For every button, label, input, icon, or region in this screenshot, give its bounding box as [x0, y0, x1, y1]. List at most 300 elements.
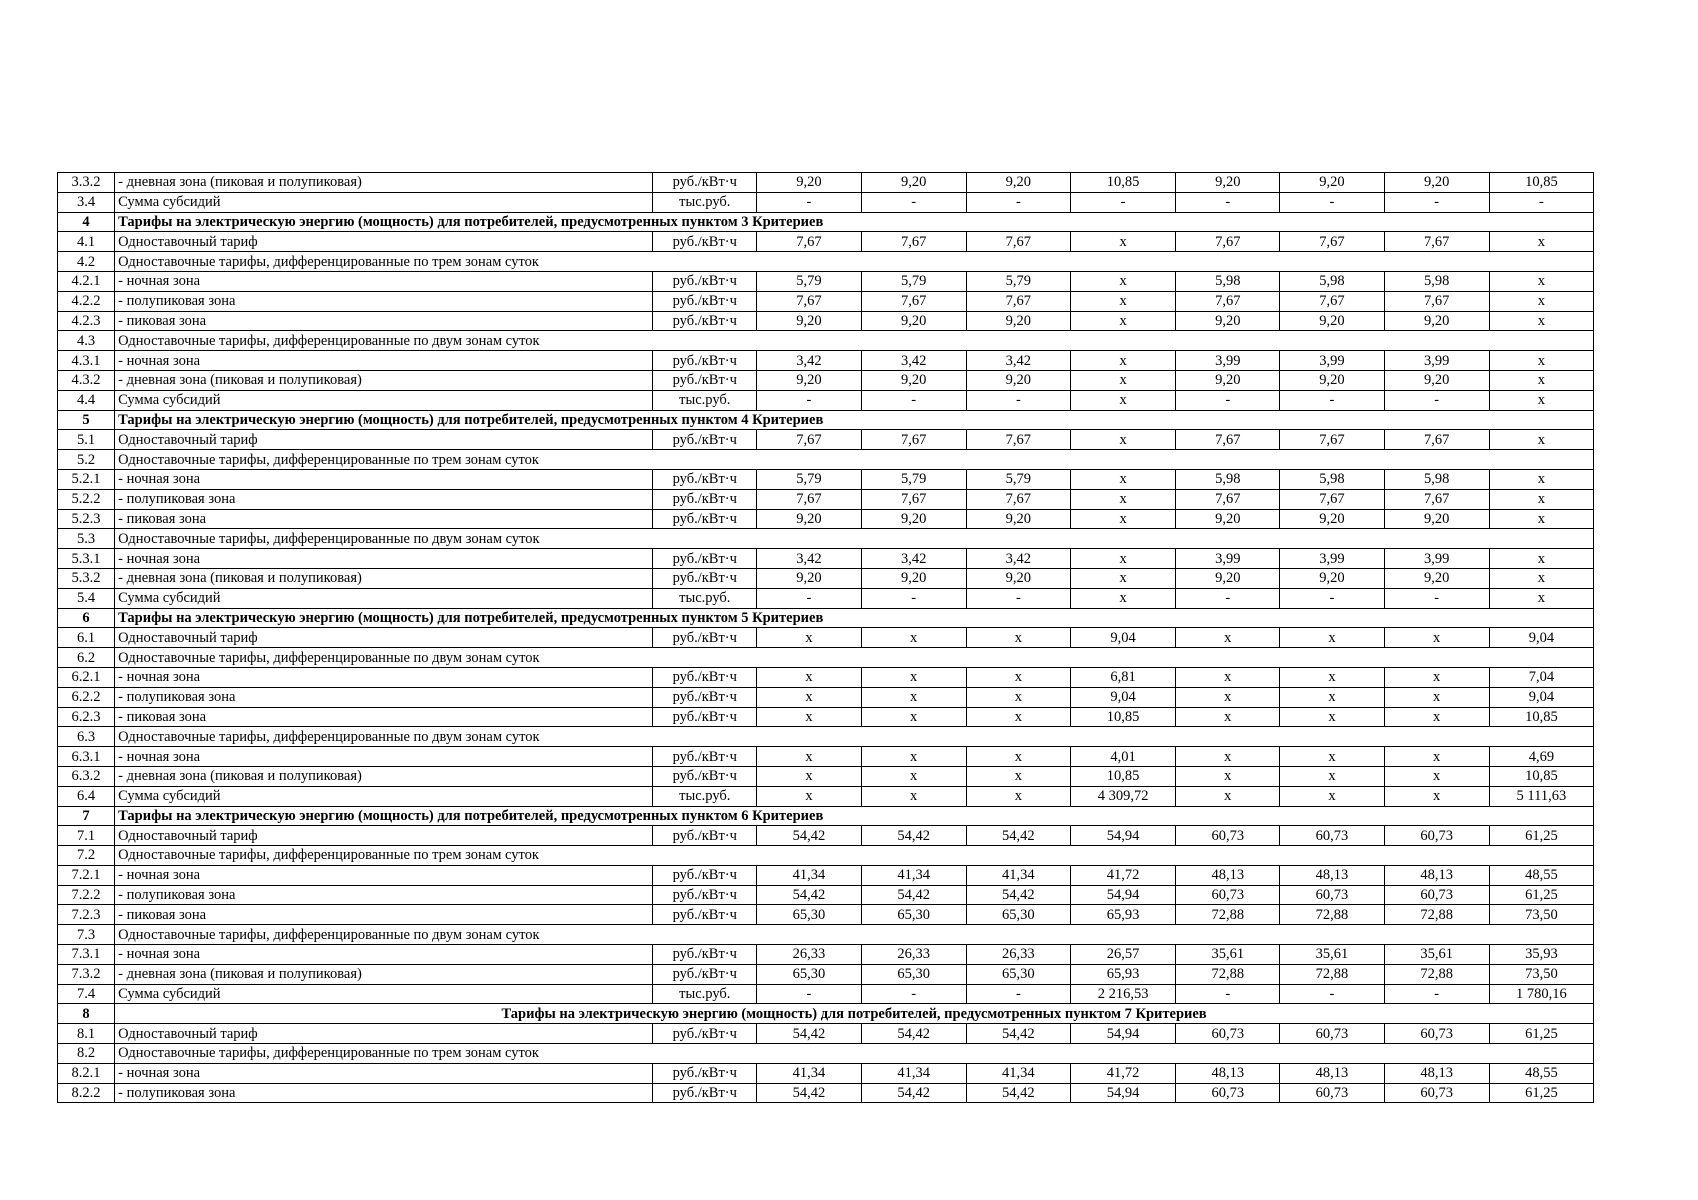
row-name: Сумма субсидий	[115, 786, 653, 806]
row-name: - ночная зона	[115, 469, 653, 489]
value-cell: 41,34	[966, 865, 1070, 885]
value-cell: 10,85	[1489, 707, 1593, 727]
row-number: 4.3	[58, 331, 115, 351]
row-name: - полупиковая зона	[115, 489, 653, 509]
value-cell: х	[1070, 291, 1175, 311]
value-cell: 7,67	[1384, 489, 1489, 509]
value-cell: 7,67	[1384, 430, 1489, 450]
value-cell: х	[1489, 370, 1593, 390]
value-cell: х	[966, 687, 1070, 707]
row-number: 6.2.2	[58, 687, 115, 707]
value-cell: 9,20	[757, 509, 861, 529]
value-cell: -	[1176, 390, 1280, 410]
value-cell: 26,33	[861, 945, 966, 965]
subheading-row	[58, 925, 1594, 945]
value-cell: 60,73	[1384, 1024, 1489, 1044]
row-unit: руб./кВт·ч	[653, 351, 757, 371]
value-cell: х	[1489, 568, 1593, 588]
value-cell: -	[757, 984, 861, 1004]
value-cell: 48,13	[1384, 1063, 1489, 1083]
value-cell: 5,79	[861, 469, 966, 489]
table-row	[58, 509, 1594, 529]
value-cell: 3,99	[1384, 351, 1489, 371]
row-unit: руб./кВт·ч	[653, 489, 757, 509]
value-cell: 4,01	[1070, 747, 1175, 767]
value-cell: -	[1176, 984, 1280, 1004]
row-number: 4.3.2	[58, 370, 115, 390]
value-cell: 48,13	[1280, 865, 1384, 885]
value-cell: 7,67	[861, 430, 966, 450]
value-cell: -	[861, 588, 966, 608]
value-cell: 7,67	[1176, 232, 1280, 252]
value-cell: 60,73	[1176, 826, 1280, 846]
value-cell: 65,93	[1070, 905, 1175, 925]
value-cell: 9,04	[1070, 687, 1175, 707]
value-cell: х	[1384, 766, 1489, 786]
value-cell: 1 780,16	[1489, 984, 1593, 1004]
section-title: Тарифы на электрическую энергию (мощность) для потребителей, предусмотренных пунктом 3 Критериев	[115, 212, 1594, 232]
row-unit: руб./кВт·ч	[653, 509, 757, 529]
value-cell: 60,73	[1384, 1083, 1489, 1103]
table-row	[58, 747, 1594, 767]
table-row	[58, 588, 1594, 608]
value-cell: х	[1070, 489, 1175, 509]
row-name: - дневная зона (пиковая и полупиковая)	[115, 173, 653, 193]
value-cell: 9,20	[1176, 370, 1280, 390]
subheading-title: Одноставочные тарифы, дифференцированные по двум зонам суток	[115, 727, 1594, 747]
value-cell: х	[1489, 489, 1593, 509]
value-cell: 9,20	[861, 509, 966, 529]
value-cell: х	[861, 786, 966, 806]
value-cell: 5,79	[966, 469, 1070, 489]
value-cell: х	[1384, 786, 1489, 806]
value-cell: 26,57	[1070, 945, 1175, 965]
value-cell: 7,67	[757, 291, 861, 311]
value-cell: х	[1280, 628, 1384, 648]
row-number: 4.3.1	[58, 351, 115, 371]
value-cell: 9,04	[1489, 687, 1593, 707]
section-header-row	[58, 410, 1594, 430]
value-cell: 9,20	[1384, 568, 1489, 588]
value-cell: 72,88	[1280, 964, 1384, 984]
table-row	[58, 430, 1594, 450]
value-cell: х	[1489, 509, 1593, 529]
value-cell: 9,20	[757, 568, 861, 588]
value-cell: х	[861, 747, 966, 767]
value-cell: 54,42	[861, 1024, 966, 1044]
subheading-title: Одноставочные тарифы, дифференцированные по двум зонам суток	[115, 529, 1594, 549]
value-cell: 7,67	[757, 489, 861, 509]
value-cell: 9,20	[1384, 311, 1489, 331]
row-unit: руб./кВт·ч	[653, 707, 757, 727]
table-row	[58, 271, 1594, 291]
row-number: 4.1	[58, 232, 115, 252]
row-unit: тыс.руб.	[653, 786, 757, 806]
value-cell: 3,42	[861, 549, 966, 569]
subheading-title: Одноставочные тарифы, дифференцированные по трем зонам суток	[115, 1044, 1594, 1064]
table-row	[58, 628, 1594, 648]
subheading-title: Одноставочные тарифы, дифференцированные по двум зонам суток	[115, 648, 1594, 668]
value-cell: 9,20	[1280, 568, 1384, 588]
value-cell: 48,55	[1489, 1063, 1593, 1083]
row-number: 7.3.1	[58, 945, 115, 965]
section-title: Тарифы на электрическую энергию (мощность) для потребителей, предусмотренных пунктом 7 Критериев	[115, 1004, 1594, 1024]
value-cell: 54,94	[1070, 826, 1175, 846]
row-name: - полупиковая зона	[115, 1083, 653, 1103]
value-cell: 60,73	[1176, 1083, 1280, 1103]
value-cell: 9,20	[1176, 509, 1280, 529]
value-cell: 61,25	[1489, 826, 1593, 846]
value-cell: 9,20	[757, 311, 861, 331]
value-cell: 3,99	[1280, 351, 1384, 371]
value-cell: -	[1280, 192, 1384, 212]
value-cell: 3,42	[966, 549, 1070, 569]
value-cell: 6,81	[1070, 667, 1175, 687]
subheading-row	[58, 450, 1594, 470]
value-cell: 9,20	[1280, 173, 1384, 193]
row-unit: руб./кВт·ч	[653, 766, 757, 786]
row-name: Одноставочный тариф	[115, 430, 653, 450]
section-header-row	[58, 608, 1594, 628]
row-number: 7.2.2	[58, 885, 115, 905]
value-cell: 60,73	[1280, 1083, 1384, 1103]
value-cell: 5,98	[1384, 469, 1489, 489]
row-number: 8.2.2	[58, 1083, 115, 1103]
value-cell: х	[1489, 549, 1593, 569]
value-cell: х	[1280, 687, 1384, 707]
row-unit: руб./кВт·ч	[653, 1024, 757, 1044]
table-row	[58, 707, 1594, 727]
value-cell: 72,88	[1176, 905, 1280, 925]
row-name: Сумма субсидий	[115, 192, 653, 212]
row-name: - ночная зона	[115, 549, 653, 569]
row-number: 6.2.3	[58, 707, 115, 727]
row-number: 5.2.1	[58, 469, 115, 489]
row-name: - пиковая зона	[115, 707, 653, 727]
value-cell: 60,73	[1176, 1024, 1280, 1044]
section-header-row	[58, 806, 1594, 826]
row-unit: руб./кВт·ч	[653, 865, 757, 885]
value-cell: 3,99	[1384, 549, 1489, 569]
value-cell: -	[757, 390, 861, 410]
value-cell: 9,20	[1280, 509, 1384, 529]
row-name: - дневная зона (пиковая и полупиковая)	[115, 370, 653, 390]
value-cell: 7,67	[1280, 489, 1384, 509]
value-cell: 7,04	[1489, 667, 1593, 687]
value-cell: 3,42	[861, 351, 966, 371]
row-number: 7.2	[58, 846, 115, 866]
row-number: 7	[58, 806, 115, 826]
row-name: - пиковая зона	[115, 311, 653, 331]
value-cell: 9,20	[861, 370, 966, 390]
table-row	[58, 667, 1594, 687]
value-cell: 9,20	[861, 568, 966, 588]
value-cell: 9,20	[966, 568, 1070, 588]
value-cell: 9,20	[1280, 370, 1384, 390]
value-cell: 10,85	[1070, 173, 1175, 193]
row-name: - пиковая зона	[115, 905, 653, 925]
value-cell: х	[1176, 628, 1280, 648]
row-number: 5.2.3	[58, 509, 115, 529]
row-unit: руб./кВт·ч	[653, 945, 757, 965]
value-cell: 5,98	[1280, 271, 1384, 291]
value-cell: 5,79	[757, 271, 861, 291]
value-cell: 5 111,63	[1489, 786, 1593, 806]
row-unit: руб./кВт·ч	[653, 232, 757, 252]
row-number: 8.2.1	[58, 1063, 115, 1083]
table-row	[58, 905, 1594, 925]
value-cell: х	[861, 667, 966, 687]
value-cell: 60,73	[1384, 826, 1489, 846]
value-cell: 54,42	[861, 885, 966, 905]
value-cell: 60,73	[1280, 1024, 1384, 1044]
value-cell: х	[1384, 628, 1489, 648]
value-cell: 10,85	[1489, 766, 1593, 786]
row-name: Одноставочный тариф	[115, 1024, 653, 1044]
row-number: 5.3.2	[58, 568, 115, 588]
section-title: Тарифы на электрическую энергию (мощность) для потребителей, предусмотренных пунктом 5 Критериев	[115, 608, 1594, 628]
value-cell: 9,04	[1070, 628, 1175, 648]
value-cell: 5,98	[1176, 469, 1280, 489]
value-cell: 9,20	[1176, 173, 1280, 193]
subheading-title: Одноставочные тарифы, дифференцированные по двум зонам суток	[115, 925, 1594, 945]
value-cell: 65,30	[966, 964, 1070, 984]
value-cell: 41,34	[861, 1063, 966, 1083]
value-cell: 65,30	[861, 905, 966, 925]
value-cell: 41,34	[966, 1063, 1070, 1083]
value-cell: х	[757, 667, 861, 687]
row-unit: тыс.руб.	[653, 588, 757, 608]
value-cell: -	[861, 390, 966, 410]
row-unit: руб./кВт·ч	[653, 628, 757, 648]
subheading-row	[58, 252, 1594, 272]
value-cell: 7,67	[966, 430, 1070, 450]
value-cell: х	[1489, 430, 1593, 450]
table-row	[58, 192, 1594, 212]
value-cell: 7,67	[757, 232, 861, 252]
value-cell: х	[1070, 588, 1175, 608]
value-cell: 72,88	[1384, 964, 1489, 984]
value-cell: -	[1070, 192, 1175, 212]
value-cell: 10,85	[1489, 173, 1593, 193]
row-number: 6.2.1	[58, 667, 115, 687]
value-cell: -	[861, 984, 966, 1004]
table-row	[58, 489, 1594, 509]
value-cell: 72,88	[1176, 964, 1280, 984]
table-row	[58, 291, 1594, 311]
row-unit: руб./кВт·ч	[653, 549, 757, 569]
row-unit: руб./кВт·ч	[653, 1063, 757, 1083]
table-row	[58, 390, 1594, 410]
value-cell: 7,67	[966, 489, 1070, 509]
table-row	[58, 1083, 1594, 1103]
value-cell: 9,20	[861, 173, 966, 193]
value-cell: 9,04	[1489, 628, 1593, 648]
value-cell: 4 309,72	[1070, 786, 1175, 806]
value-cell: х	[1070, 430, 1175, 450]
value-cell: х	[757, 766, 861, 786]
value-cell: 54,42	[757, 826, 861, 846]
value-cell: 54,42	[966, 1083, 1070, 1103]
value-cell: х	[861, 628, 966, 648]
value-cell: х	[1489, 390, 1593, 410]
table-row	[58, 351, 1594, 371]
row-name: - ночная зона	[115, 865, 653, 885]
value-cell: 60,73	[1280, 826, 1384, 846]
value-cell: х	[1384, 747, 1489, 767]
row-number: 6.3.2	[58, 766, 115, 786]
value-cell: х	[1070, 351, 1175, 371]
row-number: 4	[58, 212, 115, 232]
row-unit: руб./кВт·ч	[653, 905, 757, 925]
subheading-row	[58, 1044, 1594, 1064]
value-cell: 35,61	[1280, 945, 1384, 965]
value-cell: 9,20	[757, 370, 861, 390]
value-cell: 60,73	[1384, 885, 1489, 905]
table-row	[58, 232, 1594, 252]
row-name: - ночная зона	[115, 667, 653, 687]
row-number: 5.4	[58, 588, 115, 608]
row-number: 5.3.1	[58, 549, 115, 569]
value-cell: х	[757, 628, 861, 648]
value-cell: -	[1280, 390, 1384, 410]
value-cell: х	[1176, 667, 1280, 687]
value-cell: 54,42	[861, 826, 966, 846]
value-cell: х	[1176, 687, 1280, 707]
row-number: 6.3.1	[58, 747, 115, 767]
row-number: 7.2.1	[58, 865, 115, 885]
row-name: Сумма субсидий	[115, 390, 653, 410]
value-cell: х	[1070, 271, 1175, 291]
value-cell: 7,67	[1176, 291, 1280, 311]
value-cell: 54,94	[1070, 1024, 1175, 1044]
value-cell: х	[1280, 766, 1384, 786]
value-cell: х	[1280, 667, 1384, 687]
table-row	[58, 1024, 1594, 1044]
value-cell: 65,30	[966, 905, 1070, 925]
row-unit: тыс.руб.	[653, 192, 757, 212]
subheading-title: Одноставочные тарифы, дифференцированные по трем зонам суток	[115, 846, 1594, 866]
subheading-row	[58, 529, 1594, 549]
value-cell: 48,13	[1384, 865, 1489, 885]
value-cell: 7,67	[1384, 232, 1489, 252]
value-cell: 5,79	[966, 271, 1070, 291]
tariff-table-body	[58, 173, 1594, 1103]
value-cell: 54,42	[966, 885, 1070, 905]
row-number: 7.2.3	[58, 905, 115, 925]
value-cell: х	[966, 667, 1070, 687]
value-cell: 7,67	[1384, 291, 1489, 311]
row-number: 6.3	[58, 727, 115, 747]
value-cell: х	[1070, 469, 1175, 489]
value-cell: 48,13	[1280, 1063, 1384, 1083]
value-cell: х	[966, 707, 1070, 727]
value-cell: х	[1489, 351, 1593, 371]
value-cell: х	[1489, 291, 1593, 311]
row-name: - ночная зона	[115, 945, 653, 965]
value-cell: х	[861, 707, 966, 727]
row-unit: руб./кВт·ч	[653, 311, 757, 331]
table-row	[58, 826, 1594, 846]
value-cell: 35,93	[1489, 945, 1593, 965]
value-cell: х	[1384, 707, 1489, 727]
row-number: 7.3	[58, 925, 115, 945]
row-number: 6.2	[58, 648, 115, 668]
section-title: Тарифы на электрическую энергию (мощность) для потребителей, предусмотренных пунктом 6 Критериев	[115, 806, 1594, 826]
row-unit: руб./кВт·ч	[653, 271, 757, 291]
value-cell: х	[757, 687, 861, 707]
row-number: 7.3.2	[58, 964, 115, 984]
row-name: Одноставочный тариф	[115, 826, 653, 846]
row-name: - ночная зона	[115, 747, 653, 767]
row-name: - полупиковая зона	[115, 687, 653, 707]
value-cell: 9,20	[966, 370, 1070, 390]
row-name: - ночная зона	[115, 271, 653, 291]
value-cell: -	[1280, 984, 1384, 1004]
value-cell: 65,30	[757, 964, 861, 984]
value-cell: 9,20	[966, 509, 1070, 529]
row-unit: руб./кВт·ч	[653, 964, 757, 984]
value-cell: 61,25	[1489, 1024, 1593, 1044]
value-cell: х	[966, 628, 1070, 648]
value-cell: х	[966, 786, 1070, 806]
subheading-row	[58, 331, 1594, 351]
value-cell: 73,50	[1489, 905, 1593, 925]
value-cell: 7,67	[757, 430, 861, 450]
row-number: 5.2	[58, 450, 115, 470]
value-cell: 3,42	[757, 549, 861, 569]
value-cell: 5,98	[1384, 271, 1489, 291]
table-row	[58, 173, 1594, 193]
value-cell: -	[1384, 390, 1489, 410]
value-cell: 10,85	[1070, 766, 1175, 786]
row-name: Одноставочный тариф	[115, 232, 653, 252]
row-number: 8	[58, 1004, 115, 1024]
value-cell: х	[1070, 370, 1175, 390]
subheading-title: Одноставочные тарифы, дифференцированные по трем зонам суток	[115, 252, 1594, 272]
value-cell: 26,33	[757, 945, 861, 965]
row-number: 3.3.2	[58, 173, 115, 193]
value-cell: 5,98	[1176, 271, 1280, 291]
value-cell: -	[1489, 192, 1593, 212]
value-cell: х	[1384, 667, 1489, 687]
value-cell: 72,88	[1280, 905, 1384, 925]
value-cell: 9,20	[861, 311, 966, 331]
row-name: Одноставочный тариф	[115, 628, 653, 648]
value-cell: х	[1489, 311, 1593, 331]
row-number: 8.2	[58, 1044, 115, 1064]
row-unit: руб./кВт·ч	[653, 1083, 757, 1103]
row-unit: руб./кВт·ч	[653, 568, 757, 588]
value-cell: -	[757, 588, 861, 608]
section-title: Тарифы на электрическую энергию (мощность) для потребителей, предусмотренных пунктом 4 Критериев	[115, 410, 1594, 430]
value-cell: 9,20	[1384, 509, 1489, 529]
table-row	[58, 469, 1594, 489]
row-name: - ночная зона	[115, 351, 653, 371]
table-row	[58, 568, 1594, 588]
value-cell: х	[966, 747, 1070, 767]
value-cell: х	[1070, 232, 1175, 252]
value-cell: 10,85	[1070, 707, 1175, 727]
row-name: Сумма субсидий	[115, 984, 653, 1004]
subheading-title: Одноставочные тарифы, дифференцированные по трем зонам суток	[115, 450, 1594, 470]
value-cell: х	[1489, 232, 1593, 252]
value-cell: 9,20	[1176, 568, 1280, 588]
value-cell: 9,20	[1384, 173, 1489, 193]
row-name: - ночная зона	[115, 1063, 653, 1083]
value-cell: х	[1070, 390, 1175, 410]
value-cell: 7,67	[1176, 489, 1280, 509]
